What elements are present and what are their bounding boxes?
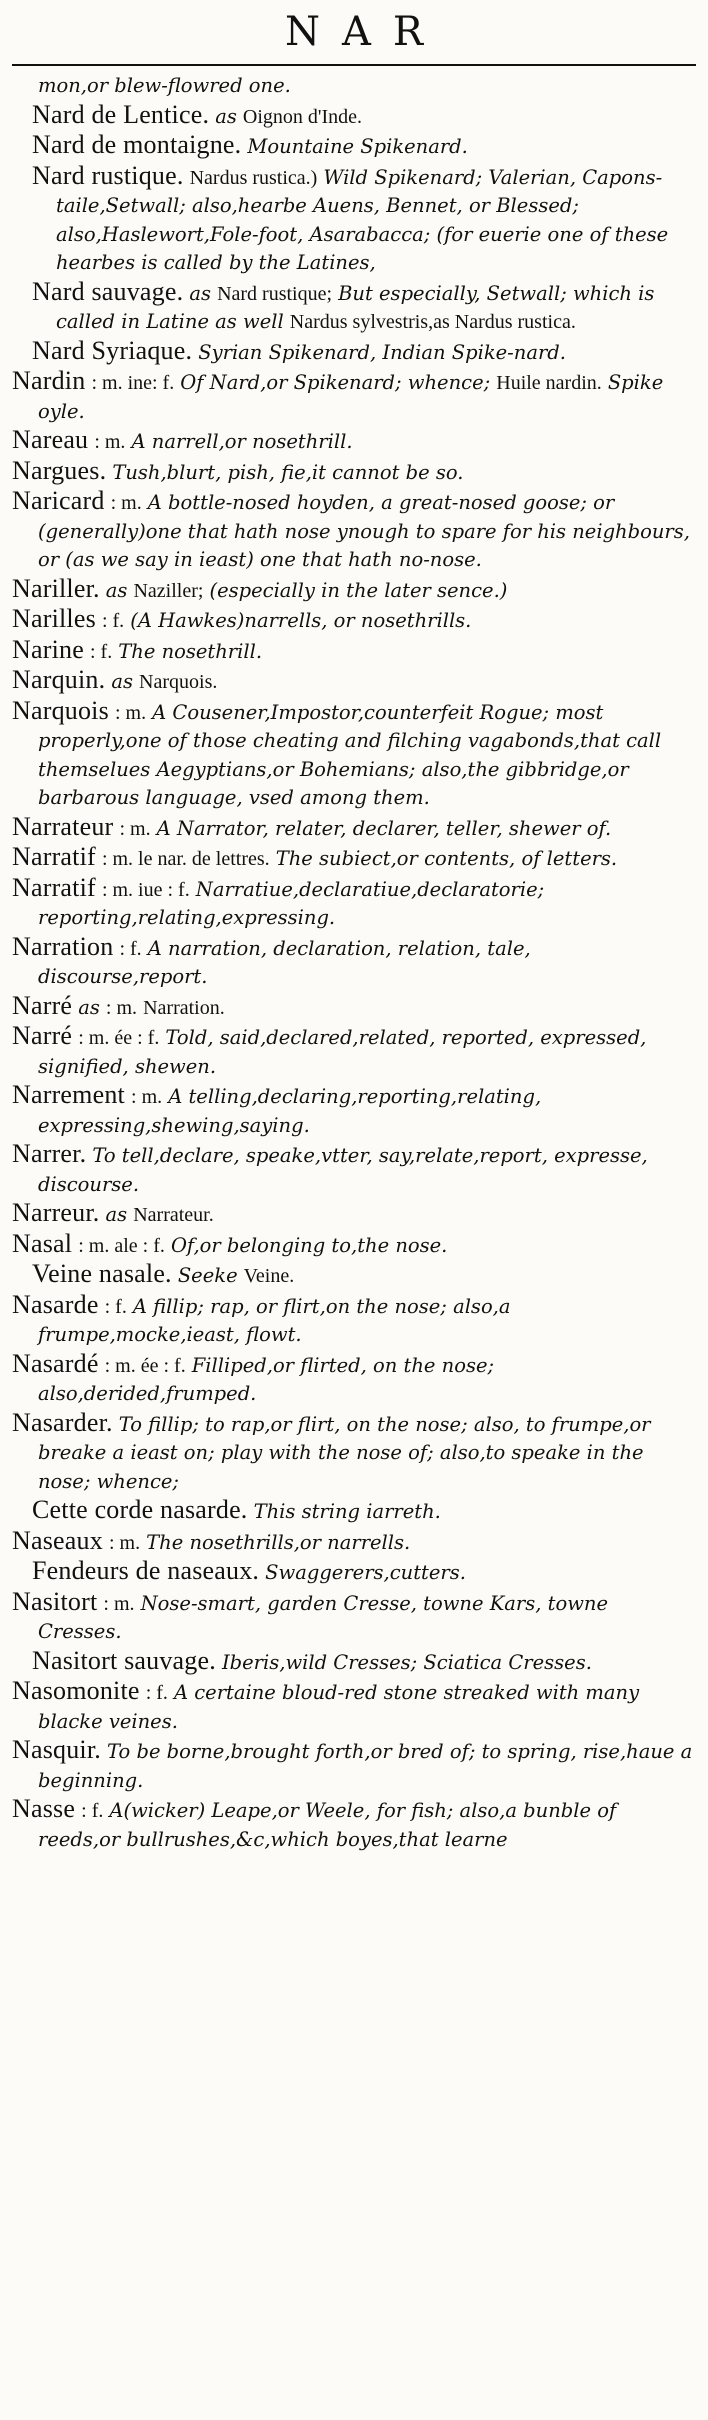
entry-french: : m. ée : f. — [104, 1354, 186, 1377]
entry-french: Veine. — [243, 1265, 295, 1287]
entry-gloss: A narration, declaration, relation, tale, discourse,report. — [38, 936, 531, 988]
dictionary-entry — [12, 1736, 696, 1795]
entry-headword: Narreur. — [12, 1198, 100, 1227]
dictionary-entry — [12, 874, 696, 933]
entry-gloss: To tell,declare, speake,vtter, say,relate,report, expresse, discourse. — [38, 1144, 648, 1196]
dictionary-entry — [12, 1588, 696, 1647]
entry-gloss: Wild Spikenard; Valerian, Capons-taile,Setwall; also,hearbe Auens, Bennet, or Blessed; also,Haslewort,Fole-foot, Asarabacca; (for euerie one of these hearbes is called by the Latines, — [56, 165, 669, 274]
dictionary-entry — [12, 813, 696, 844]
sub-entry — [12, 278, 696, 337]
dictionary-entry — [12, 1795, 696, 1854]
entry-headword: Nasomonite — [12, 1676, 140, 1705]
entry-french: Nard rustique; — [217, 282, 333, 305]
entry-headword: Narré — [12, 1021, 73, 1050]
entry-french: : m. ale : f. — [78, 1234, 165, 1257]
entry-gloss: as — [189, 281, 212, 305]
entry-gloss: as — [105, 1203, 128, 1226]
entry-headword: Nard Syriaque. — [32, 335, 193, 365]
dictionary-entry — [12, 666, 696, 697]
entry-headword: Narratif — [12, 872, 96, 902]
entry-headword: Narration — [12, 931, 114, 961]
entry-gloss: A bottle-nosed hoyden, a great-nosed goose; or (generally)one that hath nose ynough to spare for his neighbours, or (as we say in ieast) one that hath no-nose. — [38, 491, 690, 571]
entry-gloss: as — [215, 104, 237, 128]
entry-french: : f. — [101, 610, 125, 632]
dictionary-entry — [12, 1199, 696, 1230]
dictionary-entry — [12, 367, 696, 426]
entry-french: Naziller; — [133, 579, 204, 602]
entry-french: : f. — [119, 937, 142, 960]
sub-entry — [12, 162, 696, 278]
entry-headword: Narré — [12, 990, 73, 1020]
entry-headword: Nareau — [12, 425, 89, 454]
entry-continuation — [12, 72, 696, 101]
entry-gloss: A certaine bloud-red stone streaked with many blacke veines. — [38, 1681, 640, 1733]
dictionary-entry — [12, 1230, 696, 1261]
dictionary-entry — [12, 575, 696, 606]
entry-gloss: To fillip; to rap,or flirt, on the nose; also, to frumpe,or breake a ieast on; play with the nose of; also,to speake in the nose; whence; — [38, 1412, 651, 1493]
entry-french: : f. — [90, 640, 113, 663]
entry-gloss: A Narrator, relater, declarer, teller, shewer of. — [156, 816, 612, 840]
dictionary-entry — [12, 933, 696, 992]
entry-gloss: A fillip; rap, or flirt,on the nose; also,a frumpe,mocke,ieast, flowt. — [38, 1294, 511, 1346]
entry-gloss: Of,or belonging to,the nose. — [170, 1233, 448, 1257]
entry-gloss: Mountaine Spikenard. — [247, 135, 468, 158]
header-rule — [12, 64, 696, 66]
dictionary-entry — [12, 636, 696, 667]
entry-headword: Narilles — [12, 604, 96, 633]
entry-gloss: Tush,blurt, pish, fie,it cannot be so. — [112, 460, 464, 484]
entry-french: : f. — [145, 1682, 168, 1704]
entry-gloss: A narrell,or nosethrill. — [131, 430, 353, 453]
dictionary-entry — [12, 843, 696, 874]
entry-gloss: Told, said,declared,related, reported, expressed, signified, shewen. — [38, 1026, 647, 1078]
sub-entry — [12, 101, 696, 132]
dictionary-entry — [12, 426, 696, 457]
entry-french: : f. — [104, 1295, 127, 1318]
sub-entry — [12, 1647, 696, 1678]
entry-list — [12, 72, 696, 1854]
entry-gloss: (especially in the later sence.) — [209, 578, 508, 602]
entry-french: Narration. — [143, 996, 225, 1019]
entry-french: Narrateur. — [133, 1204, 214, 1226]
entry-headword: Nard de Lentice. — [32, 99, 210, 129]
entry-headword: Nard de montaigne. — [32, 130, 242, 159]
entry-headword: Narratif — [12, 842, 96, 871]
dictionary-entry — [12, 1677, 696, 1736]
entry-headword: Naricard — [12, 486, 105, 515]
entry-headword: Nardin — [12, 366, 86, 395]
entry-gloss: A telling,declaring,reporting,relating, expressing,shewing,saying. — [38, 1085, 542, 1137]
dictionary-entry — [12, 457, 696, 488]
entry-headword: Narrer. — [12, 1139, 87, 1168]
entry-headword: Narquois — [12, 695, 109, 725]
entry-gloss: Of Nard,or Spikenard; whence; — [180, 371, 491, 394]
entry-gloss: Seeke — [177, 1264, 238, 1287]
entry-headword: Narrement — [12, 1080, 125, 1109]
entry-french: : m. ée : f. — [78, 1027, 160, 1049]
entry-french: : m. le nar. de lettres. — [101, 848, 270, 870]
entry-gloss: (A Hawkes)narrells, or nosethrills. — [130, 609, 472, 632]
entry-headword: Veine nasale. — [32, 1259, 172, 1288]
entry-french: : m. iue : f. — [101, 878, 190, 901]
entry-french: : m. — [108, 1531, 141, 1554]
entry-gloss: Filliped,or flirted, on the nose; also,derided,frumped. — [38, 1353, 495, 1405]
entry-headword: Fendeurs de naseaux. — [32, 1556, 260, 1585]
dictionary-entry — [12, 1527, 696, 1558]
entry-gloss: as — [105, 578, 128, 602]
entry-gloss: Iberis,wild Cresses; Sciatica Cresses. — [221, 1650, 592, 1674]
entry-headword: Nasarder. — [12, 1407, 113, 1437]
entry-french: : m. — [131, 1086, 163, 1108]
entry-french: : m. — [114, 701, 147, 724]
entry-gloss: as — [111, 670, 133, 693]
entry-gloss: But especially, Setwall; which is called in Latine as well — [56, 281, 655, 333]
entry-french: : m. — [94, 431, 126, 453]
entry-headword: Nard rustique. — [32, 160, 184, 190]
dictionary-entry — [12, 1081, 696, 1140]
entry-french: Nardus rustica.) — [189, 166, 318, 189]
entry-headword: Nasquir. — [12, 1735, 101, 1764]
entry-french: : m. — [105, 996, 138, 1019]
sub-entry — [12, 1557, 696, 1588]
entry-gloss: Spike oyle. — [38, 371, 664, 423]
running-head: NAR — [284, 9, 445, 55]
entry-french: Huile nardin. — [496, 372, 602, 394]
entry-gloss: Swaggerers,cutters. — [265, 1561, 466, 1584]
entry-french: Oignon d'Inde. — [242, 105, 363, 128]
entry-gloss: The nosethrills,or narrells. — [146, 1530, 411, 1554]
entry-headword: Narine — [12, 634, 84, 664]
dictionary-entry — [12, 605, 696, 636]
entry-gloss: A(wicker) Leape,or Weele, for fish; also,a bunble of reeds,or bullrushes,&c,which boyes,that learne — [38, 1799, 617, 1851]
entry-french: Narquois. — [139, 671, 218, 693]
entry-french: : f. — [81, 1800, 104, 1822]
sub-entry — [12, 131, 696, 162]
entry-headword: Nasardé — [12, 1348, 99, 1378]
entry-gloss: as — [78, 995, 100, 1019]
entry-gloss: Narratiue,declaratiue,declaratorie; reporting,relating,expressing. — [38, 877, 545, 929]
entry-headword: Naseaux — [12, 1525, 103, 1555]
entry-french: Nardus sylvestris,as Nardus rustica. — [289, 311, 576, 333]
dictionary-entry — [12, 697, 696, 813]
dictionary-entry — [12, 1409, 696, 1497]
entry-gloss: The subiect,or contents, of letters. — [275, 847, 618, 870]
entry-gloss: This string iarreth. — [253, 1500, 441, 1523]
dictionary-entry — [12, 992, 696, 1023]
dictionary-entry — [12, 1291, 696, 1350]
sub-entry — [12, 1496, 696, 1527]
entry-french: : m. — [110, 492, 142, 514]
entry-headword: Nard sauvage. — [32, 276, 184, 306]
dictionary-entry — [12, 1350, 696, 1409]
sub-entry — [12, 1260, 696, 1291]
entry-gloss: Nose-smart, garden Cresse, towne Kars, towne Cresses. — [38, 1591, 609, 1643]
dictionary-entry — [12, 1140, 696, 1199]
entry-gloss: To be borne,brought forth,or bred of; to spring, rise,haue a beginning. — [38, 1740, 693, 1792]
entry-gloss: mon,or blew-flowred one. — [38, 74, 291, 97]
entry-headword: Nasitort — [12, 1586, 98, 1616]
entry-french: : m. — [103, 1592, 135, 1615]
entry-gloss: A Cousener,Impostor,counterfeit Rogue; most properly,one of those cheating and filching vagabonds,that call themselues Aegyptians,or Bohemians; also,the gibbridge,or barbarous language, vsed among them. — [38, 700, 662, 809]
entry-headword: Nasitort sauvage. — [32, 1645, 216, 1675]
entry-french: : m. ine: f. — [91, 372, 175, 394]
entry-headword: Narquin. — [12, 665, 106, 694]
entry-headword: Nasal — [12, 1228, 73, 1258]
entry-gloss: The nosethrill. — [118, 639, 263, 663]
entry-headword: Nargues. — [12, 455, 107, 485]
entry-headword: Narrateur — [12, 811, 114, 841]
entry-headword: Nasse — [12, 1794, 76, 1823]
entry-french: : m. — [119, 817, 151, 840]
dictionary-entry — [12, 487, 696, 575]
entry-headword: Nariller. — [12, 573, 100, 603]
sub-entry — [12, 337, 696, 368]
dictionary-entry — [12, 1022, 696, 1081]
entry-headword: Cette corde nasarde. — [32, 1495, 248, 1524]
entry-gloss: Syrian Spikenard, Indian Spike-nard. — [198, 340, 566, 364]
entry-headword: Nasarde — [12, 1289, 99, 1319]
